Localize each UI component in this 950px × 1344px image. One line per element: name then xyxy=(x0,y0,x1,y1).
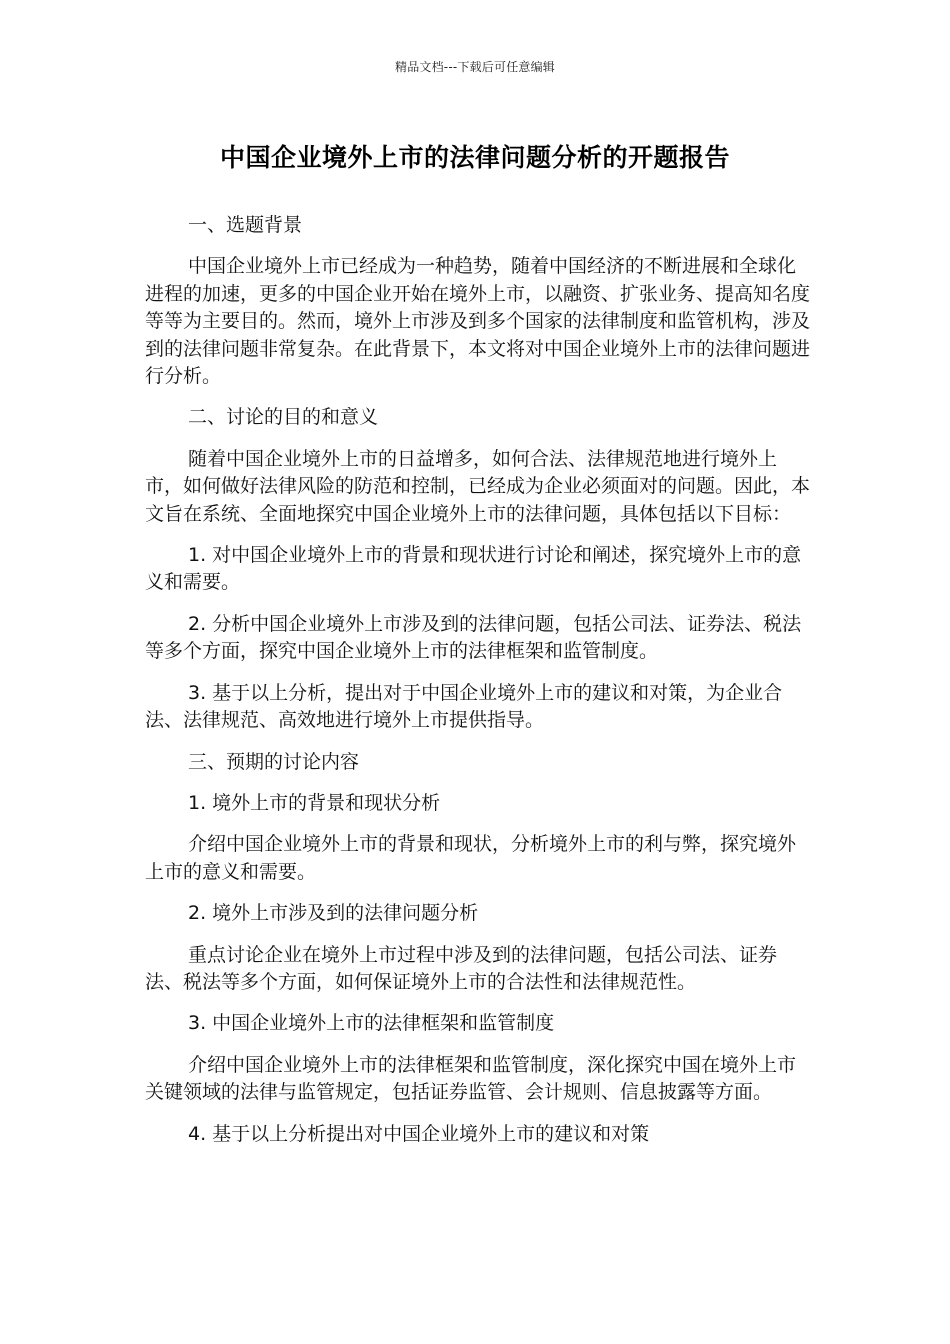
goal-item-3: 3. 基于以上分析，提出对于中国企业境外上市的建议和对策，为企业合法、法律规范、高效地进行境外上市提供指导。 xyxy=(145,681,783,732)
goal-item-2: 2. 分析中国企业境外上市涉及到的法律问题，包括公司法、证券法、税法等多个方面，探究中国企业境外上市的法律框架和监管制度。 xyxy=(145,612,802,663)
section-heading-background: 一、选题背景 xyxy=(188,214,303,236)
section-heading-content: 三、预期的讨论内容 xyxy=(188,750,360,773)
section-heading-purpose: 二、讨论的目的和意义 xyxy=(188,406,379,429)
content-item-4-title: 4. 基于以上分析提出对中国企业境外上市的建议和对策 xyxy=(188,1122,650,1145)
content-item-1-title: 1. 境外上市的背景和现状分析 xyxy=(188,791,441,814)
header-note: 精品文档---下载后可任意编辑 xyxy=(395,60,555,74)
content-item-2-text: 重点讨论企业在境外上市过程中涉及到的法律问题，包括公司法、证券法、税法等多个方面，如何保证境外上市的合法性和法律规范性。 xyxy=(145,943,778,993)
content-item-1-text: 介绍中国企业境外上市的背景和现状，分析境外上市的利与弊，探究境外上市的意义和需要。 xyxy=(145,833,797,883)
goal-item-1: 1. 对中国企业境外上市的背景和现状进行讨论和阐述，探究境外上市的意义和需要。 xyxy=(145,544,802,594)
paragraph-purpose: 随着中国企业境外上市的日益增多，如何合法、法律规范地进行境外上市，如何做好法律风险的防范和控制，已经成为企业必须面对的问题。因此，本文旨在系统、全面地探究中国企业境外上市的法律问题，具体包括以下目标： xyxy=(145,447,811,525)
document-body xyxy=(145,212,810,1162)
content-item-3-text: 介绍中国企业境外上市的法律框架和监管制度，深化探究中国在境外上市关键领域的法律与监管规定，包括证券监管、会计规则、信息披露等方面。 xyxy=(145,1053,797,1104)
content-item-2-title: 2. 境外上市涉及到的法律问题分析 xyxy=(188,902,479,925)
content-item-3-title: 3. 中国企业境外上市的法律框架和监管制度 xyxy=(188,1012,555,1035)
document-title: 中国企业境外上市的法律问题分析的开题报告 xyxy=(219,143,730,172)
paragraph-background: 中国企业境外上市已经成为一种趋势，随着中国经济的不断进展和全球化进程的加速，更多的中国企业开始在境外上市，以融资、扩张业务、提高知名度等等为主要目的。然而，境外上市涉及到多个国家的法律制度和监管机构，涉及到的法律问题非常复杂。在此背景下，本文将对中国企业境外上市的法律问题进行分析。 xyxy=(145,255,811,388)
